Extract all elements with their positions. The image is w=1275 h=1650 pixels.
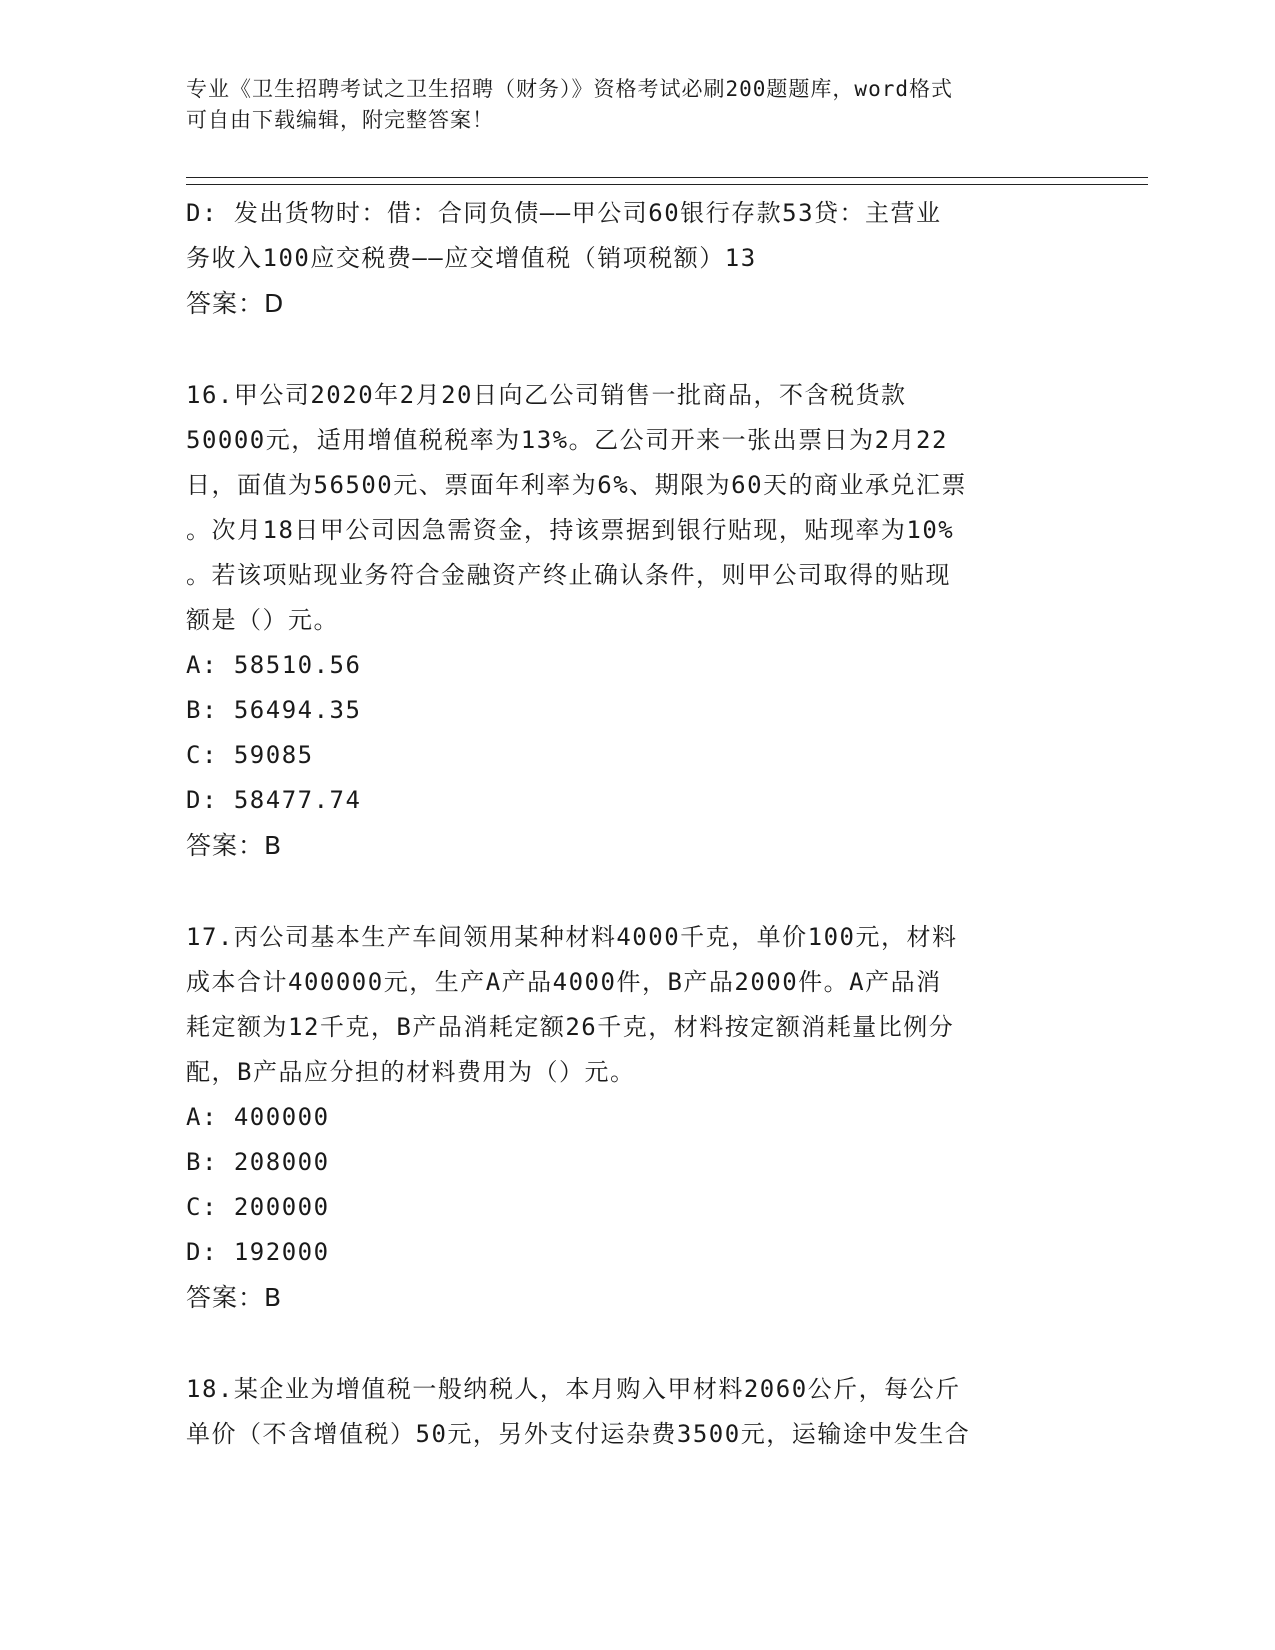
- question-text-line: 成本合计400000元，生产A产品4000件，B产品2000件。A产品消: [186, 968, 942, 996]
- question-18: [186, 1367, 1086, 1457]
- answer-label: 答案：B: [186, 1283, 283, 1312]
- document-body: [186, 191, 1086, 1457]
- option-b: B: 208000: [186, 1148, 330, 1176]
- question-text-line: 17.丙公司基本生产车间领用某种材料4000千克，单价100元，材料: [186, 923, 958, 951]
- option-d: D: 58477.74: [186, 786, 362, 814]
- question-text-line: 额是（）元。: [186, 606, 339, 634]
- option-a: A: 58510.56: [186, 651, 362, 679]
- prev-question: [186, 191, 1086, 326]
- answer-label: 答案：D: [186, 289, 285, 318]
- option-d-line-2: 务收入100应交税费——应交增值税（销项税额）13: [186, 244, 757, 272]
- question-16: [186, 373, 1086, 868]
- option-a: A: 400000: [186, 1103, 330, 1131]
- question-17: [186, 915, 1086, 1320]
- option-c: C: 59085: [186, 741, 314, 769]
- option-c: C: 200000: [186, 1193, 330, 1221]
- answer-label: 答案：B: [186, 831, 283, 860]
- question-text-line: 18.某企业为增值税一般纳税人，本月购入甲材料2060公斤，每公斤: [186, 1375, 961, 1403]
- spacer: [186, 326, 1086, 373]
- question-text-line: 50000元，适用增值税税率为13%。乙公司开来一张出票日为2月22: [186, 426, 948, 454]
- option-b: B: 56494.35: [186, 696, 362, 724]
- option-d-line-1: D: 发出货物时：借：合同负债——甲公司60银行存款53贷：主营业: [186, 199, 942, 227]
- spacer: [186, 1320, 1086, 1367]
- question-text-line: 16.甲公司2020年2月20日向乙公司销售一批商品，不含税货款: [186, 381, 907, 409]
- header-title-line-2: 可自由下载编辑，附完整答案！: [186, 108, 494, 132]
- question-text-line: 耗定额为12千克，B产品消耗定额26千克，材料按定额消耗量比例分: [186, 1013, 955, 1041]
- header-title-line-1: 专业《卫生招聘考试之卫生招聘（财务）》资格考试必刷200题题库，word格式: [186, 77, 953, 101]
- question-text-line: 。若该项贴现业务符合金融资产终止确认条件，则甲公司取得的贴现: [186, 561, 951, 589]
- question-text-line: 单价（不含增值税）50元，另外支付运杂费3500元，运输途中发生合: [186, 1420, 971, 1448]
- question-text-line: 配，B产品应分担的材料费用为（）元。: [186, 1058, 636, 1086]
- spacer: [186, 868, 1086, 915]
- question-text-line: 日，面值为56500元、票面年利率为6%、期限为60天的商业承兑汇票: [186, 471, 968, 499]
- option-d: D: 192000: [186, 1238, 330, 1266]
- question-text-line: 。次月18日甲公司因急需资金，持该票据到银行贴现，贴现率为10%: [186, 516, 955, 544]
- document-header: [186, 74, 1086, 136]
- header-divider: [186, 177, 1148, 185]
